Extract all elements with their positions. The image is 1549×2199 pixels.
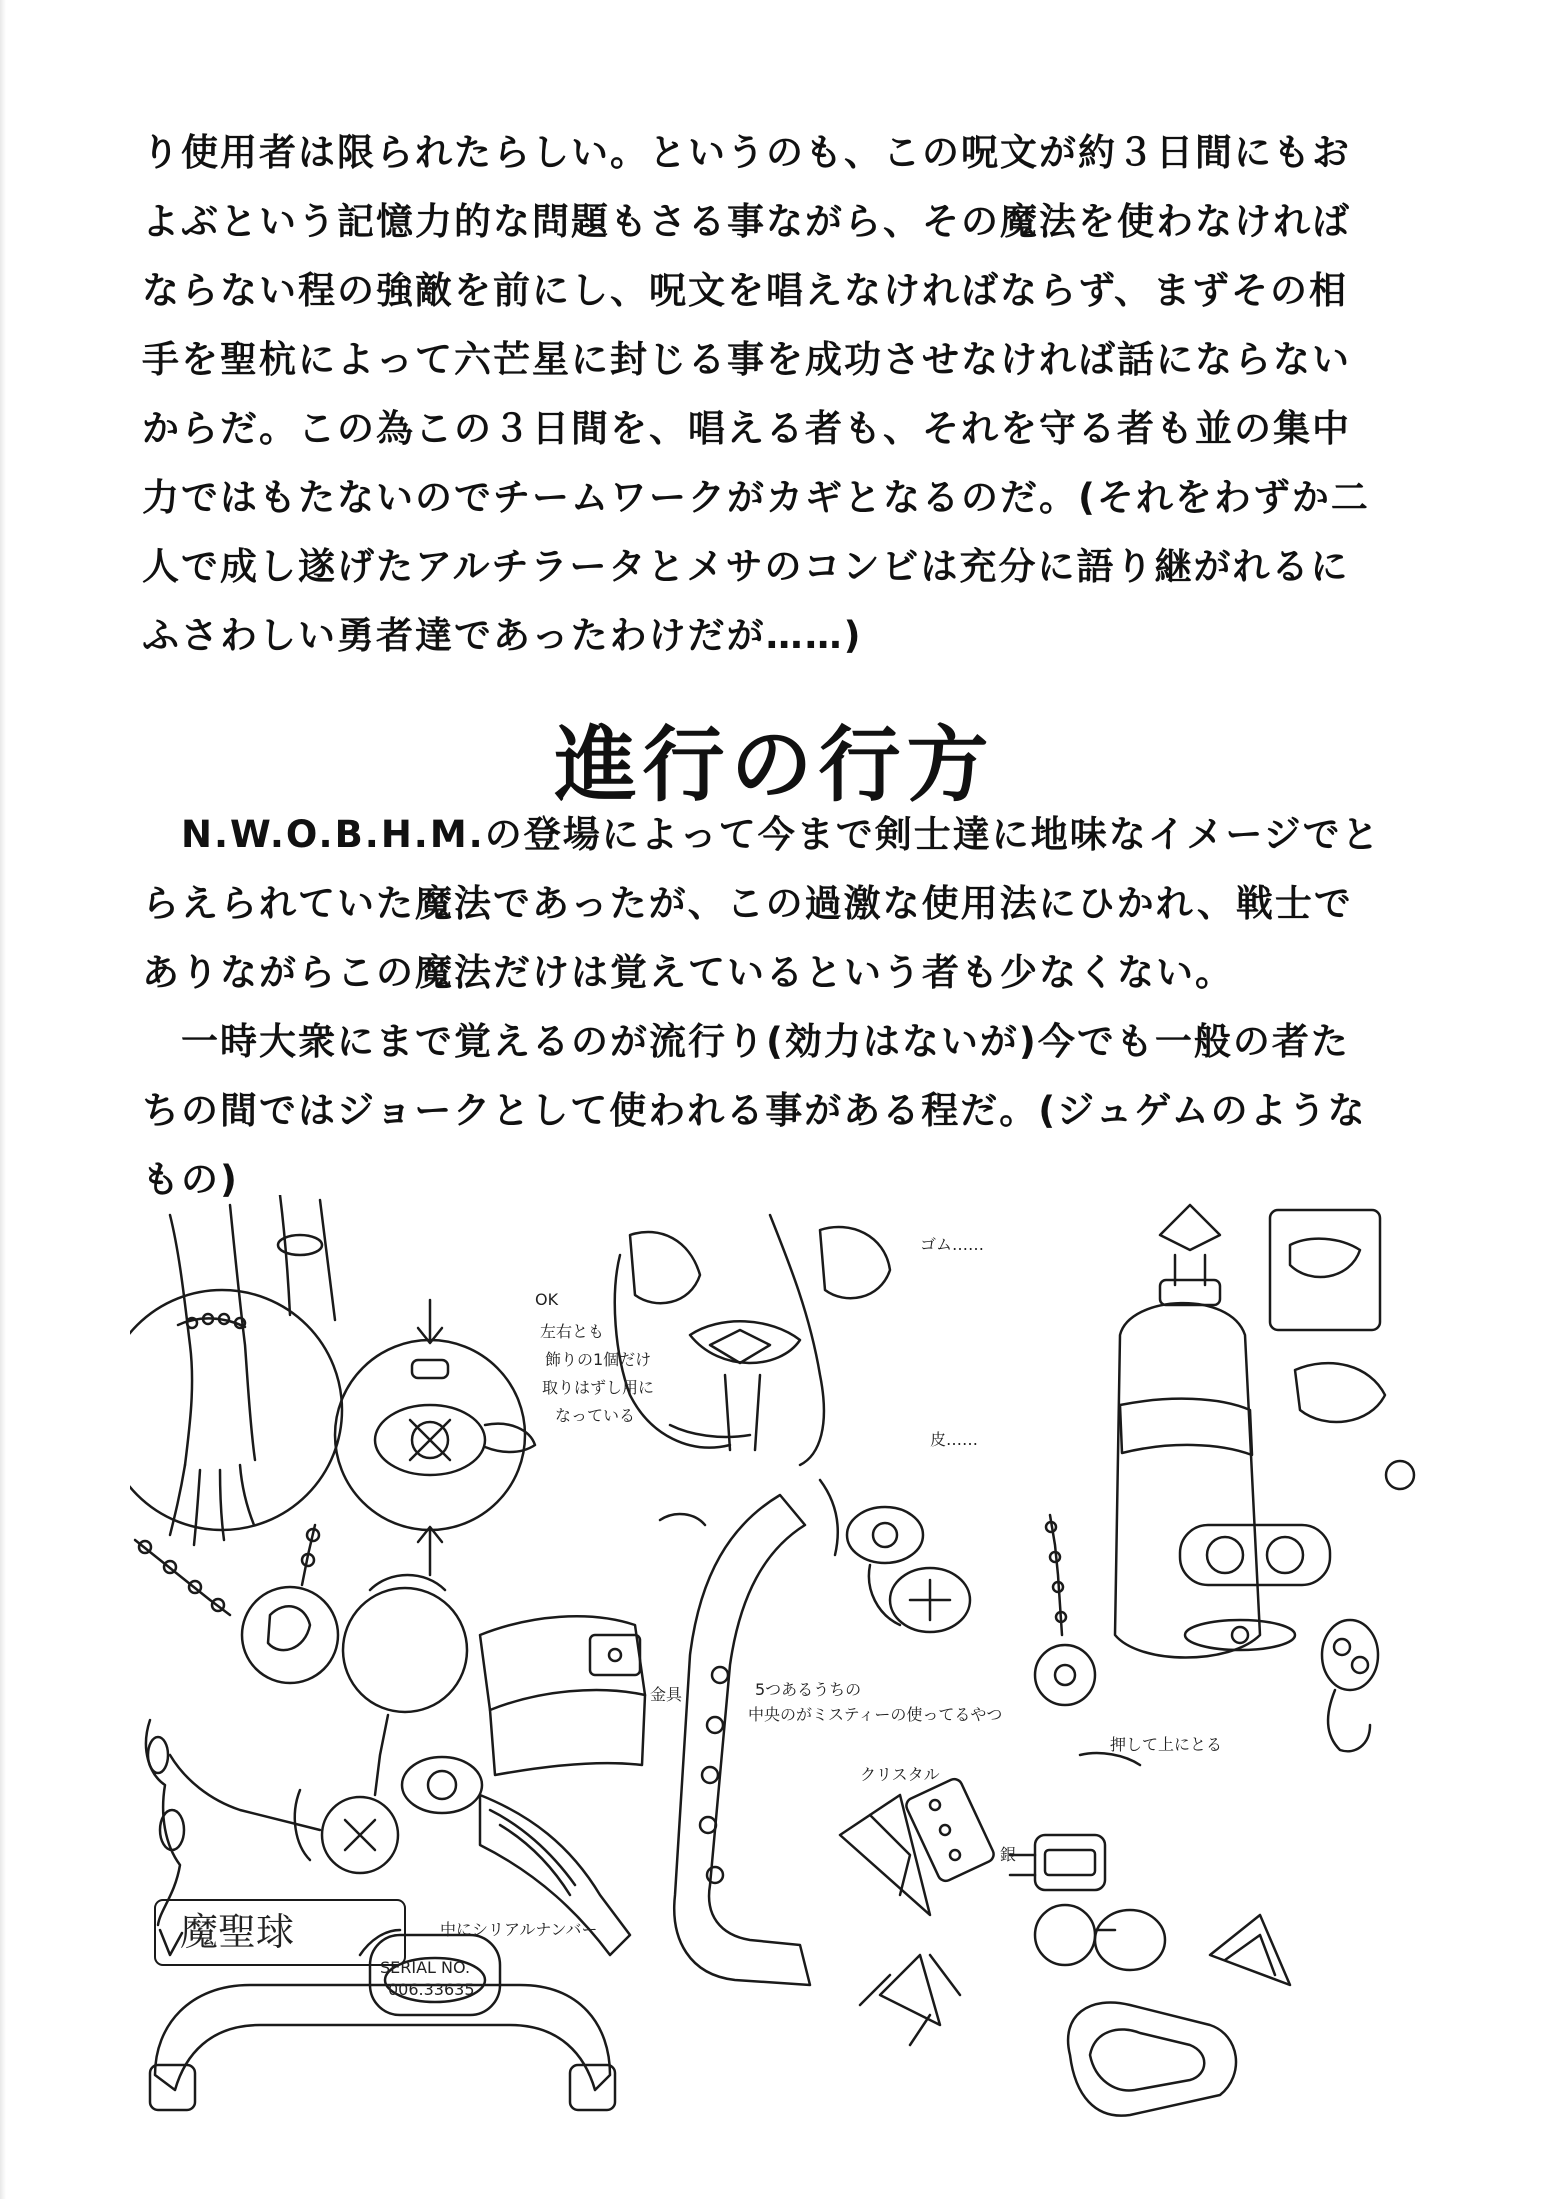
note-gomu: ゴム…… [920, 1235, 985, 1254]
scan-edge-shadow [0, 0, 6, 2199]
note-serial-label: SERIAL NO. [380, 1958, 471, 1977]
text-line: からだ。この為この３日間を、唱える者も、それを守る者も並の集中 [142, 407, 1351, 450]
note-kin: 金具 [650, 1685, 683, 1704]
chain-orb-sketch [135, 1525, 467, 1873]
belt-sketch [674, 1480, 837, 1985]
paragraph-bottom [142, 800, 1442, 1214]
note-kawa: 皮…… [930, 1430, 979, 1449]
detail-box-sketch [1270, 1210, 1414, 1489]
bracelet-detail-sketch [335, 1300, 535, 1575]
note-both-sides: 左右とも [540, 1322, 605, 1341]
text-line: 一時大衆にまで覚えるのが流行り(効力はないが)今でも一般の者た [142, 1020, 1350, 1063]
note-decoration: 飾りの1個だけ [545, 1350, 652, 1369]
text-line: N.W.O.B.H.M.の登場によって今まで剣士達に地味なイメージでと [142, 813, 1381, 856]
paragraph-top [142, 118, 1442, 670]
note-crystal: クリスタル [860, 1765, 940, 1784]
text-line: ふさわしい勇者達であったわけだが……) [142, 614, 863, 657]
text-line: り使用者は限られたらしい。というのも、この呪文が約３日間にもお [142, 131, 1351, 174]
hanging-pendant-sketch [1035, 1515, 1095, 1705]
bottom-bracelet-sketch [150, 1930, 615, 2110]
note-gin: 銀 [1000, 1845, 1017, 1864]
note-detachable: 取りはずし用に [542, 1378, 655, 1397]
text-line: ありながらこの魔法だけは覚えているという者も少なくない。 [142, 951, 1234, 994]
amulet-sketch [847, 1507, 970, 1632]
text-line: 手を聖杭によって六芒星に封じる事を成功させなければ話にならない [142, 338, 1351, 381]
ornament-sketch [1180, 1525, 1378, 1751]
note-maseikyu: 魔聖球 [180, 1910, 295, 1954]
note-ok: OK [535, 1290, 559, 1309]
note-serial-inside: 中にシリアルナンバー [440, 1920, 598, 1939]
section-title: 進行の行方 [554, 718, 995, 813]
note-five: 5つあるうちの [755, 1680, 862, 1699]
text-line: もの) [142, 1158, 239, 1201]
crystal-bracelet-sketch [840, 1777, 996, 2045]
gauntlet-buckle-sketch [480, 1514, 705, 1775]
earring-sketch [146, 1720, 184, 1955]
text-line: ならない程の強敵を前にし、呪文を唱えなければならず、まずその相 [142, 269, 1349, 312]
concept-sketches [130, 1195, 1430, 2175]
goggles-sketch [1068, 1915, 1290, 2116]
text-line: 人で成し遂げたアルチラータとメサのコンビは充分に語り継がれるに [142, 545, 1350, 588]
note-center: 中央のがミスティーの使ってるやつ [748, 1705, 1003, 1724]
helmet-visor-sketch [1115, 1205, 1260, 1658]
text-line: ちの間ではジョークとして使われる事がある程だ。(ジュゲムのような [142, 1089, 1367, 1132]
note-made: なっている [555, 1406, 636, 1425]
device-sketch [1010, 1753, 1165, 1970]
note-serial-number: 006.33635 [388, 1980, 475, 1999]
note-push: 押して上にとる [1110, 1735, 1223, 1754]
arm-bracelet-sketch [130, 1195, 342, 1545]
text-line: 力ではもたないのでチームワークがカギとなるのだ。(それをわずか二 [142, 476, 1370, 519]
text-line: よぶという記憶力的な問題もさる事ながら、その魔法を使わなければ [142, 200, 1351, 243]
shoulder-armor-sketch [615, 1215, 890, 1465]
text-line: らえられていた魔法であったが、この過激な使用法にひかれ、戦士で [142, 882, 1353, 925]
